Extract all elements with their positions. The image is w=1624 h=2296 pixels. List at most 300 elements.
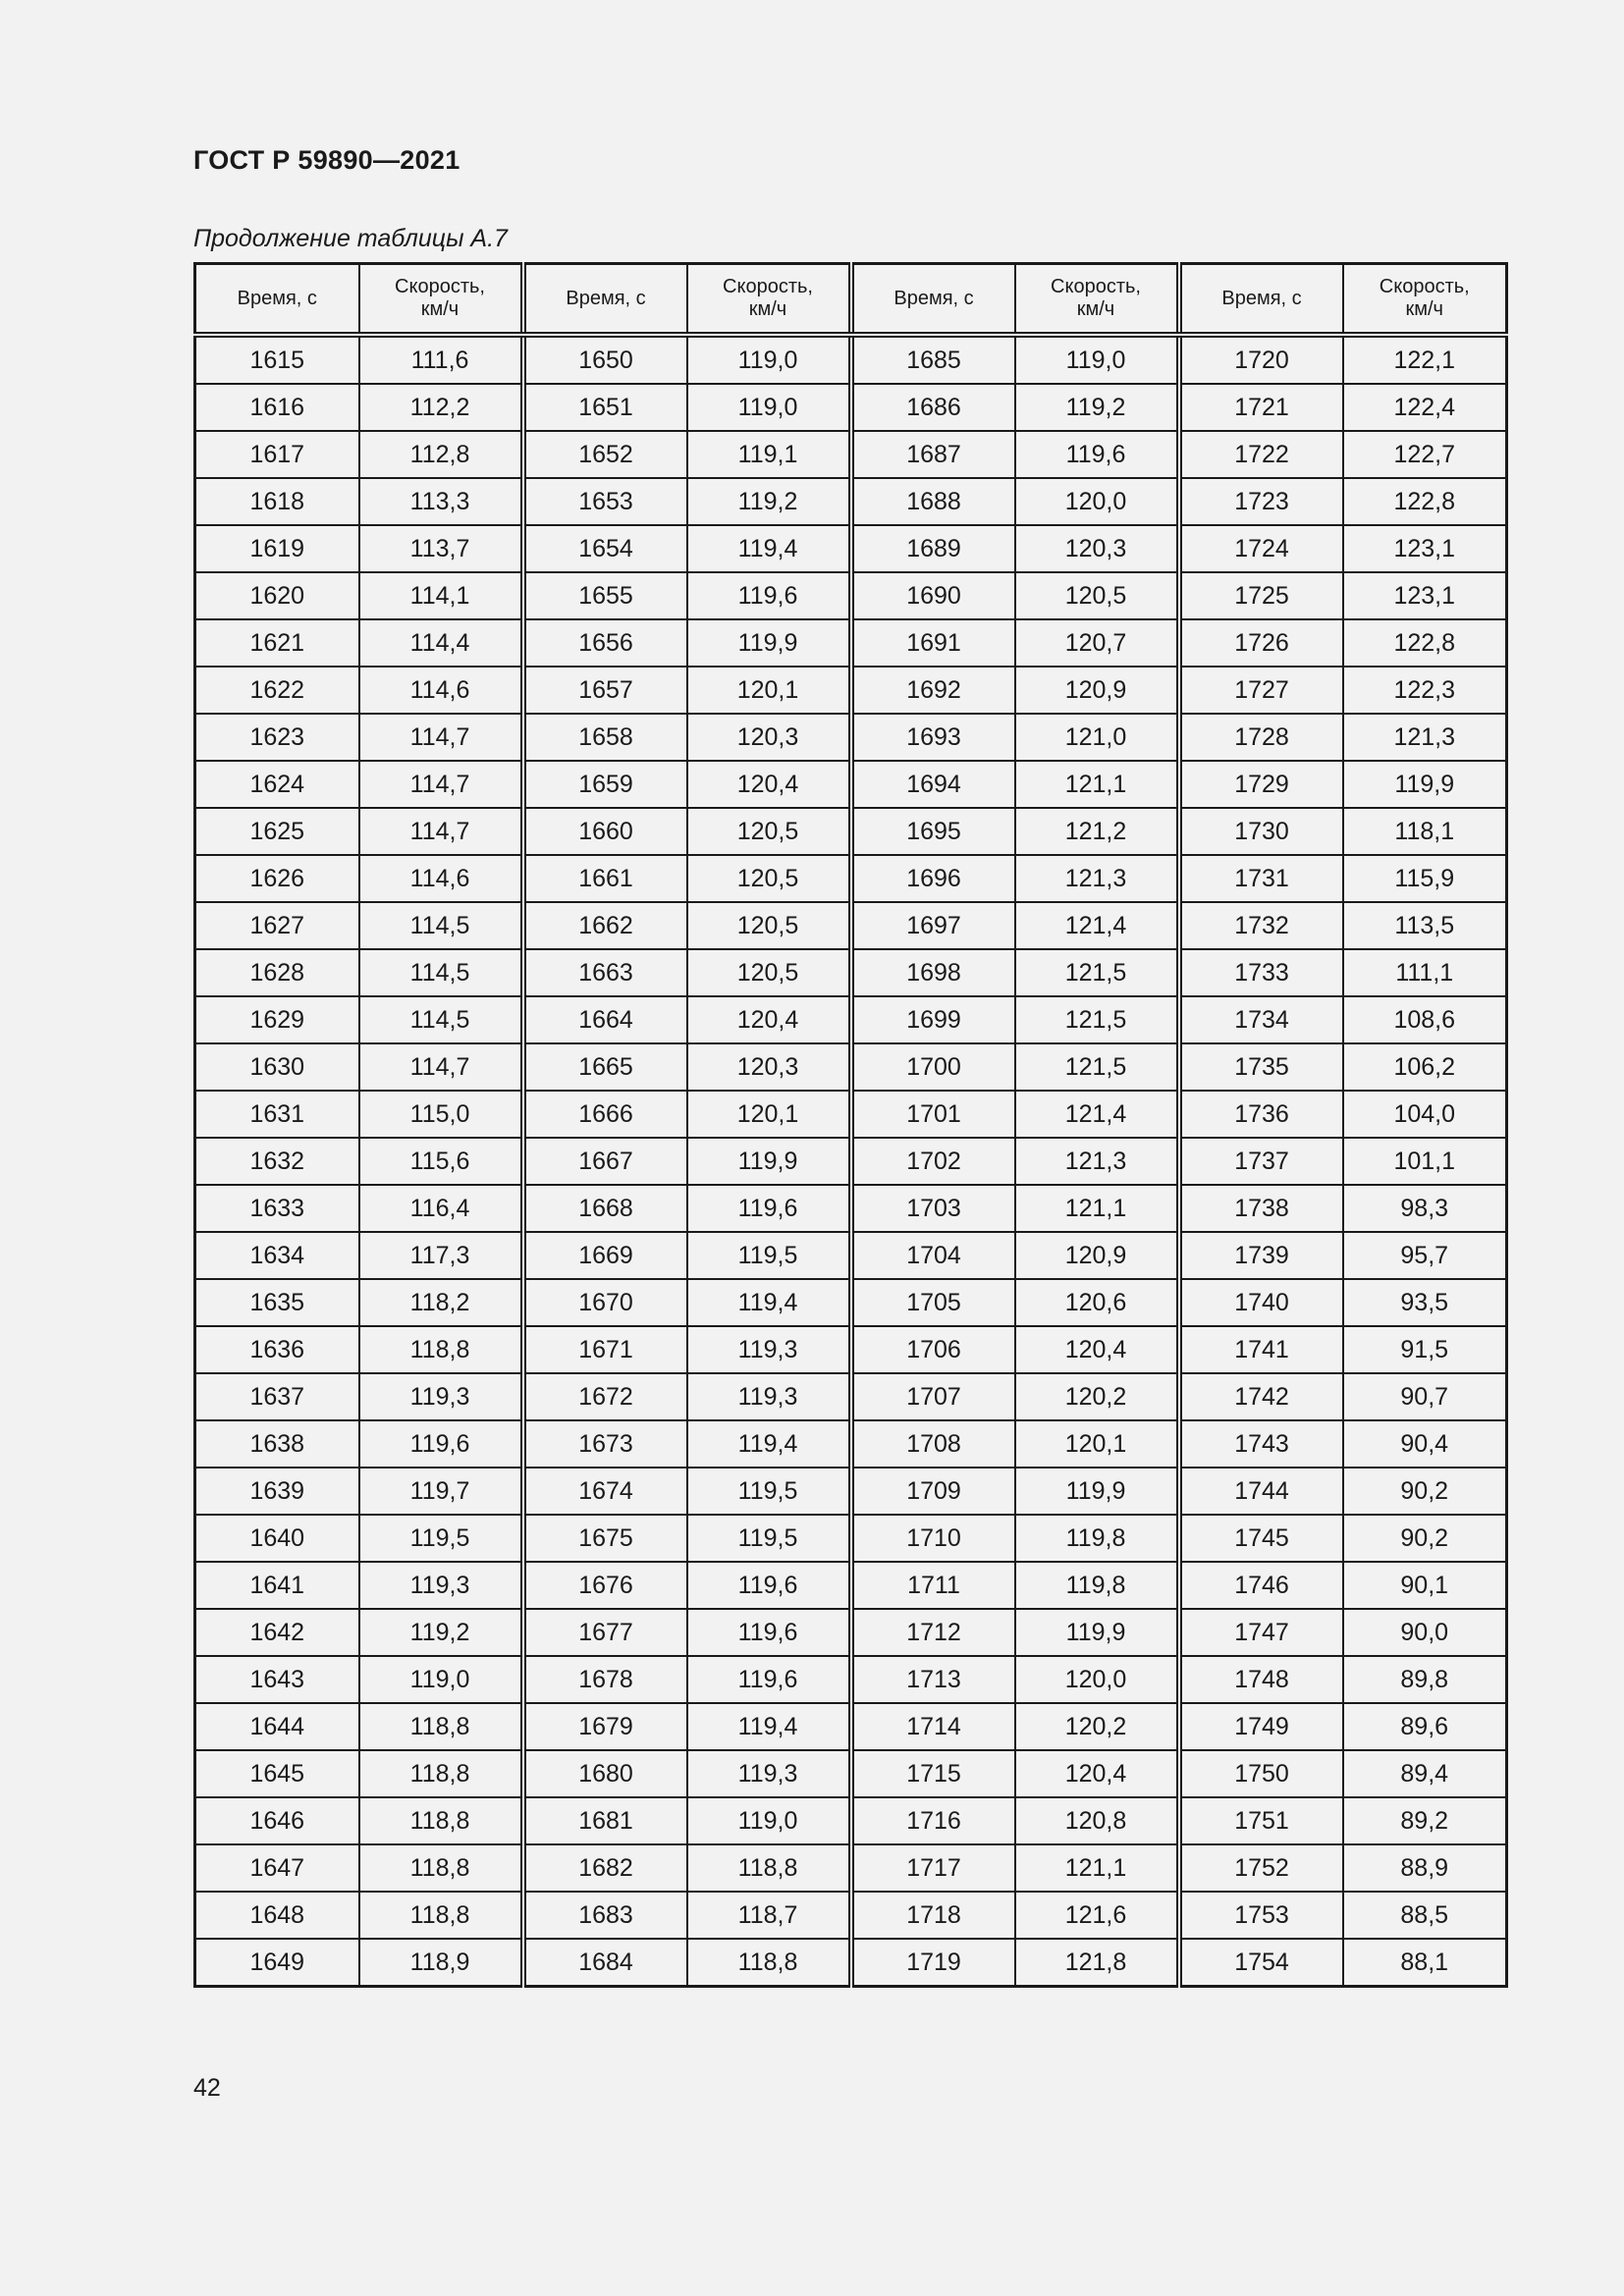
table-header-row: [195, 264, 1507, 336]
time-cell: 1634: [195, 1232, 359, 1279]
speed-cell: 121,0: [1015, 714, 1179, 761]
speed-cell: 123,1: [1343, 572, 1507, 619]
time-cell: 1728: [1179, 714, 1343, 761]
time-cell: 1619: [195, 525, 359, 572]
speed-cell: 90,7: [1343, 1373, 1507, 1420]
table-row: [195, 1797, 1507, 1844]
time-cell: 1715: [851, 1750, 1015, 1797]
table-row: [195, 1892, 1507, 1939]
time-cell: 1681: [523, 1797, 687, 1844]
time-cell: 1688: [851, 478, 1015, 525]
speed-cell: 112,8: [359, 431, 523, 478]
time-cell: 1686: [851, 384, 1015, 431]
speed-cell: 101,1: [1343, 1138, 1507, 1185]
speed-cell: 119,3: [687, 1326, 851, 1373]
table-row: [195, 1232, 1507, 1279]
speed-cell: 114,6: [359, 667, 523, 714]
time-cell: 1704: [851, 1232, 1015, 1279]
speed-cell: 119,1: [687, 431, 851, 478]
time-cell: 1745: [1179, 1515, 1343, 1562]
speed-cell: 119,6: [359, 1420, 523, 1468]
speed-cell: 119,9: [1015, 1468, 1179, 1515]
time-cell: 1616: [195, 384, 359, 431]
speed-cell: 118,8: [359, 1326, 523, 1373]
time-cell: 1642: [195, 1609, 359, 1656]
time-cell: 1623: [195, 714, 359, 761]
time-cell: 1661: [523, 855, 687, 902]
speed-cell: 111,1: [1343, 949, 1507, 996]
speed-cell: 120,5: [687, 902, 851, 949]
speed-cell: 120,4: [1015, 1750, 1179, 1797]
time-cell: 1635: [195, 1279, 359, 1326]
time-cell: 1640: [195, 1515, 359, 1562]
time-cell: 1716: [851, 1797, 1015, 1844]
speed-cell: 119,9: [1343, 761, 1507, 808]
column-header-speed: Скорость, км/ч: [359, 264, 523, 336]
speed-cell: 115,9: [1343, 855, 1507, 902]
time-cell: 1664: [523, 996, 687, 1043]
table-row: [195, 855, 1507, 902]
time-cell: 1751: [1179, 1797, 1343, 1844]
speed-cell: 120,5: [687, 855, 851, 902]
time-cell: 1630: [195, 1043, 359, 1091]
time-cell: 1617: [195, 431, 359, 478]
speed-cell: 121,5: [1015, 1043, 1179, 1091]
speed-cell: 114,5: [359, 996, 523, 1043]
speed-cell: 119,8: [1015, 1515, 1179, 1562]
speed-cell: 119,0: [359, 1656, 523, 1703]
table-row: [195, 1138, 1507, 1185]
time-cell: 1628: [195, 949, 359, 996]
speed-cell: 116,4: [359, 1185, 523, 1232]
speed-cell: 114,7: [359, 761, 523, 808]
speed-cell: 119,3: [687, 1750, 851, 1797]
speed-cell: 120,5: [1015, 572, 1179, 619]
speed-cell: 88,1: [1343, 1939, 1507, 1987]
speed-cell: 122,8: [1343, 619, 1507, 667]
time-cell: 1626: [195, 855, 359, 902]
speed-cell: 118,8: [359, 1703, 523, 1750]
speed-cell: 121,8: [1015, 1939, 1179, 1987]
speed-cell: 117,3: [359, 1232, 523, 1279]
table-row: [195, 1515, 1507, 1562]
table-row: [195, 808, 1507, 855]
speed-cell: 89,8: [1343, 1656, 1507, 1703]
speed-cell: 119,0: [687, 1797, 851, 1844]
speed-cell: 108,6: [1343, 996, 1507, 1043]
column-header-time: Время, с: [1179, 264, 1343, 336]
speed-cell: 114,7: [359, 1043, 523, 1091]
table-row: [195, 619, 1507, 667]
speed-cell: 122,1: [1343, 335, 1507, 384]
speed-cell: 120,1: [1015, 1420, 1179, 1468]
column-header-time: Время, с: [851, 264, 1015, 336]
time-cell: 1633: [195, 1185, 359, 1232]
time-cell: 1702: [851, 1138, 1015, 1185]
time-cell: 1687: [851, 431, 1015, 478]
speed-cell: 121,4: [1015, 902, 1179, 949]
speed-cell: 121,1: [1015, 1844, 1179, 1892]
time-cell: 1643: [195, 1656, 359, 1703]
table-row: [195, 1750, 1507, 1797]
time-cell: 1709: [851, 1468, 1015, 1515]
table-row: [195, 1326, 1507, 1373]
time-cell: 1665: [523, 1043, 687, 1091]
speed-cell: 106,2: [1343, 1043, 1507, 1091]
time-cell: 1731: [1179, 855, 1343, 902]
speed-time-table: [193, 262, 1508, 1988]
time-cell: 1735: [1179, 1043, 1343, 1091]
time-cell: 1621: [195, 619, 359, 667]
time-cell: 1740: [1179, 1279, 1343, 1326]
speed-cell: 112,2: [359, 384, 523, 431]
time-cell: 1647: [195, 1844, 359, 1892]
time-cell: 1641: [195, 1562, 359, 1609]
speed-cell: 120,2: [1015, 1703, 1179, 1750]
speed-cell: 89,4: [1343, 1750, 1507, 1797]
speed-cell: 119,5: [687, 1515, 851, 1562]
speed-cell: 118,1: [1343, 808, 1507, 855]
time-cell: 1650: [523, 335, 687, 384]
time-cell: 1673: [523, 1420, 687, 1468]
time-cell: 1720: [1179, 335, 1343, 384]
speed-cell: 119,6: [687, 1185, 851, 1232]
time-cell: 1697: [851, 902, 1015, 949]
time-cell: 1721: [1179, 384, 1343, 431]
speed-cell: 118,8: [359, 1844, 523, 1892]
time-cell: 1662: [523, 902, 687, 949]
time-cell: 1719: [851, 1939, 1015, 1987]
speed-cell: 113,5: [1343, 902, 1507, 949]
speed-cell: 119,5: [687, 1232, 851, 1279]
time-cell: 1651: [523, 384, 687, 431]
time-cell: 1707: [851, 1373, 1015, 1420]
column-header-speed: Скорость, км/ч: [687, 264, 851, 336]
time-cell: 1629: [195, 996, 359, 1043]
speed-cell: 89,2: [1343, 1797, 1507, 1844]
speed-cell: 120,7: [1015, 619, 1179, 667]
speed-cell: 122,3: [1343, 667, 1507, 714]
speed-cell: 120,5: [687, 949, 851, 996]
time-cell: 1727: [1179, 667, 1343, 714]
time-cell: 1698: [851, 949, 1015, 996]
time-cell: 1669: [523, 1232, 687, 1279]
time-cell: 1638: [195, 1420, 359, 1468]
table-row: [195, 525, 1507, 572]
time-cell: 1625: [195, 808, 359, 855]
table-row: [195, 1656, 1507, 1703]
speed-cell: 95,7: [1343, 1232, 1507, 1279]
time-cell: 1754: [1179, 1939, 1343, 1987]
time-cell: 1618: [195, 478, 359, 525]
speed-cell: 121,4: [1015, 1091, 1179, 1138]
time-cell: 1701: [851, 1091, 1015, 1138]
time-cell: 1736: [1179, 1091, 1343, 1138]
column-header-time: Время, с: [523, 264, 687, 336]
time-cell: 1694: [851, 761, 1015, 808]
speed-cell: 119,4: [687, 1279, 851, 1326]
speed-cell: 121,2: [1015, 808, 1179, 855]
time-cell: 1674: [523, 1468, 687, 1515]
table-row: [195, 761, 1507, 808]
speed-cell: 118,8: [687, 1939, 851, 1987]
time-cell: 1732: [1179, 902, 1343, 949]
time-cell: 1705: [851, 1279, 1015, 1326]
time-cell: 1679: [523, 1703, 687, 1750]
speed-cell: 113,3: [359, 478, 523, 525]
speed-cell: 119,6: [687, 1656, 851, 1703]
time-cell: 1660: [523, 808, 687, 855]
time-cell: 1742: [1179, 1373, 1343, 1420]
speed-cell: 91,5: [1343, 1326, 1507, 1373]
speed-cell: 90,4: [1343, 1420, 1507, 1468]
time-cell: 1713: [851, 1656, 1015, 1703]
table-row: [195, 1468, 1507, 1515]
speed-cell: 121,3: [1015, 855, 1179, 902]
speed-cell: 118,8: [359, 1892, 523, 1939]
speed-cell: 118,8: [359, 1750, 523, 1797]
table-row: [195, 1703, 1507, 1750]
speed-cell: 119,3: [359, 1373, 523, 1420]
speed-cell: 90,2: [1343, 1468, 1507, 1515]
time-cell: 1663: [523, 949, 687, 996]
time-cell: 1670: [523, 1279, 687, 1326]
table-row: [195, 1373, 1507, 1420]
speed-cell: 119,6: [1015, 431, 1179, 478]
speed-cell: 121,6: [1015, 1892, 1179, 1939]
time-cell: 1615: [195, 335, 359, 384]
speed-cell: 120,0: [1015, 1656, 1179, 1703]
speed-cell: 113,7: [359, 525, 523, 572]
time-cell: 1624: [195, 761, 359, 808]
speed-cell: 118,8: [687, 1844, 851, 1892]
speed-cell: 120,4: [1015, 1326, 1179, 1373]
speed-cell: 119,3: [687, 1373, 851, 1420]
table-row: [195, 1091, 1507, 1138]
speed-cell: 119,9: [1015, 1609, 1179, 1656]
time-cell: 1620: [195, 572, 359, 619]
time-cell: 1667: [523, 1138, 687, 1185]
table-caption: Продолжение таблицы А.7: [193, 225, 508, 252]
table-row: [195, 1043, 1507, 1091]
speed-cell: 121,5: [1015, 949, 1179, 996]
speed-cell: 119,0: [687, 335, 851, 384]
time-cell: 1678: [523, 1656, 687, 1703]
speed-cell: 119,2: [359, 1609, 523, 1656]
time-cell: 1682: [523, 1844, 687, 1892]
time-cell: 1672: [523, 1373, 687, 1420]
time-cell: 1653: [523, 478, 687, 525]
table-row: [195, 1844, 1507, 1892]
time-cell: 1693: [851, 714, 1015, 761]
speed-cell: 120,1: [687, 1091, 851, 1138]
time-cell: 1710: [851, 1515, 1015, 1562]
time-cell: 1684: [523, 1939, 687, 1987]
speed-cell: 121,5: [1015, 996, 1179, 1043]
table-row: [195, 1939, 1507, 1987]
speed-cell: 88,5: [1343, 1892, 1507, 1939]
column-header-speed: Скорость, км/ч: [1343, 264, 1507, 336]
table-row: [195, 431, 1507, 478]
time-cell: 1652: [523, 431, 687, 478]
speed-cell: 121,3: [1015, 1138, 1179, 1185]
speed-cell: 90,1: [1343, 1562, 1507, 1609]
table-row: [195, 572, 1507, 619]
time-cell: 1734: [1179, 996, 1343, 1043]
speed-cell: 114,6: [359, 855, 523, 902]
time-cell: 1725: [1179, 572, 1343, 619]
time-cell: 1703: [851, 1185, 1015, 1232]
time-cell: 1730: [1179, 808, 1343, 855]
table-row: [195, 667, 1507, 714]
time-cell: 1639: [195, 1468, 359, 1515]
time-cell: 1680: [523, 1750, 687, 1797]
time-cell: 1700: [851, 1043, 1015, 1091]
time-cell: 1717: [851, 1844, 1015, 1892]
speed-cell: 121,3: [1343, 714, 1507, 761]
time-cell: 1658: [523, 714, 687, 761]
speed-cell: 115,0: [359, 1091, 523, 1138]
time-cell: 1655: [523, 572, 687, 619]
speed-cell: 114,4: [359, 619, 523, 667]
speed-cell: 120,3: [1015, 525, 1179, 572]
speed-cell: 120,9: [1015, 667, 1179, 714]
time-cell: 1737: [1179, 1138, 1343, 1185]
time-cell: 1671: [523, 1326, 687, 1373]
speed-cell: 122,7: [1343, 431, 1507, 478]
speed-cell: 115,6: [359, 1138, 523, 1185]
time-cell: 1656: [523, 619, 687, 667]
speed-cell: 119,4: [687, 1703, 851, 1750]
time-cell: 1657: [523, 667, 687, 714]
speed-cell: 114,1: [359, 572, 523, 619]
table-row: [195, 1609, 1507, 1656]
time-cell: 1739: [1179, 1232, 1343, 1279]
time-cell: 1752: [1179, 1844, 1343, 1892]
speed-cell: 90,0: [1343, 1609, 1507, 1656]
speed-cell: 120,9: [1015, 1232, 1179, 1279]
speed-cell: 119,5: [359, 1515, 523, 1562]
time-cell: 1666: [523, 1091, 687, 1138]
time-cell: 1723: [1179, 478, 1343, 525]
time-cell: 1636: [195, 1326, 359, 1373]
time-cell: 1748: [1179, 1656, 1343, 1703]
table-row: [195, 1420, 1507, 1468]
time-cell: 1722: [1179, 431, 1343, 478]
speed-cell: 88,9: [1343, 1844, 1507, 1892]
speed-cell: 120,8: [1015, 1797, 1179, 1844]
time-cell: 1646: [195, 1797, 359, 1844]
time-cell: 1733: [1179, 949, 1343, 996]
speed-cell: 119,5: [687, 1468, 851, 1515]
speed-cell: 120,3: [687, 1043, 851, 1091]
document-number: ГОСТ Р 59890—2021: [193, 145, 460, 175]
speed-cell: 119,8: [1015, 1562, 1179, 1609]
speed-cell: 119,4: [687, 1420, 851, 1468]
table-row: [195, 478, 1507, 525]
speed-cell: 120,5: [687, 808, 851, 855]
time-cell: 1726: [1179, 619, 1343, 667]
speed-cell: 122,8: [1343, 478, 1507, 525]
time-cell: 1750: [1179, 1750, 1343, 1797]
time-cell: 1637: [195, 1373, 359, 1420]
speed-cell: 119,9: [687, 1138, 851, 1185]
time-cell: 1744: [1179, 1468, 1343, 1515]
time-cell: 1622: [195, 667, 359, 714]
time-cell: 1692: [851, 667, 1015, 714]
speed-cell: 119,4: [687, 525, 851, 572]
speed-cell: 119,0: [1015, 335, 1179, 384]
table-body: [195, 335, 1507, 1987]
time-cell: 1753: [1179, 1892, 1343, 1939]
table-row: [195, 1562, 1507, 1609]
time-cell: 1648: [195, 1892, 359, 1939]
table-row: [195, 996, 1507, 1043]
speed-cell: 120,3: [687, 714, 851, 761]
table-row: [195, 335, 1507, 384]
speed-cell: 121,1: [1015, 1185, 1179, 1232]
time-cell: 1708: [851, 1420, 1015, 1468]
time-cell: 1743: [1179, 1420, 1343, 1468]
time-cell: 1675: [523, 1515, 687, 1562]
time-cell: 1685: [851, 335, 1015, 384]
speed-cell: 123,1: [1343, 525, 1507, 572]
speed-cell: 118,8: [359, 1797, 523, 1844]
time-cell: 1738: [1179, 1185, 1343, 1232]
time-cell: 1632: [195, 1138, 359, 1185]
time-cell: 1691: [851, 619, 1015, 667]
speed-cell: 119,6: [687, 1609, 851, 1656]
time-cell: 1724: [1179, 525, 1343, 572]
column-header-time: Время, с: [195, 264, 359, 336]
table-row: [195, 384, 1507, 431]
time-cell: 1654: [523, 525, 687, 572]
table-row: [195, 1279, 1507, 1326]
time-cell: 1695: [851, 808, 1015, 855]
speed-cell: 122,4: [1343, 384, 1507, 431]
time-cell: 1649: [195, 1939, 359, 1987]
time-cell: 1676: [523, 1562, 687, 1609]
speed-cell: 104,0: [1343, 1091, 1507, 1138]
speed-cell: 114,5: [359, 949, 523, 996]
time-cell: 1677: [523, 1609, 687, 1656]
time-cell: 1706: [851, 1326, 1015, 1373]
speed-cell: 119,6: [687, 1562, 851, 1609]
speed-cell: 119,2: [687, 478, 851, 525]
speed-cell: 114,5: [359, 902, 523, 949]
time-cell: 1689: [851, 525, 1015, 572]
time-cell: 1741: [1179, 1326, 1343, 1373]
speed-cell: 120,1: [687, 667, 851, 714]
time-cell: 1712: [851, 1609, 1015, 1656]
speed-cell: 119,2: [1015, 384, 1179, 431]
time-cell: 1749: [1179, 1703, 1343, 1750]
speed-cell: 89,6: [1343, 1703, 1507, 1750]
time-cell: 1696: [851, 855, 1015, 902]
time-cell: 1645: [195, 1750, 359, 1797]
speed-cell: 120,2: [1015, 1373, 1179, 1420]
table-row: [195, 949, 1507, 996]
table-row: [195, 714, 1507, 761]
column-header-speed: Скорость, км/ч: [1015, 264, 1179, 336]
speed-cell: 118,9: [359, 1939, 523, 1987]
time-cell: 1627: [195, 902, 359, 949]
page-number: 42: [193, 2074, 221, 2102]
speed-cell: 118,2: [359, 1279, 523, 1326]
speed-cell: 114,7: [359, 808, 523, 855]
time-cell: 1631: [195, 1091, 359, 1138]
speed-cell: 118,7: [687, 1892, 851, 1939]
